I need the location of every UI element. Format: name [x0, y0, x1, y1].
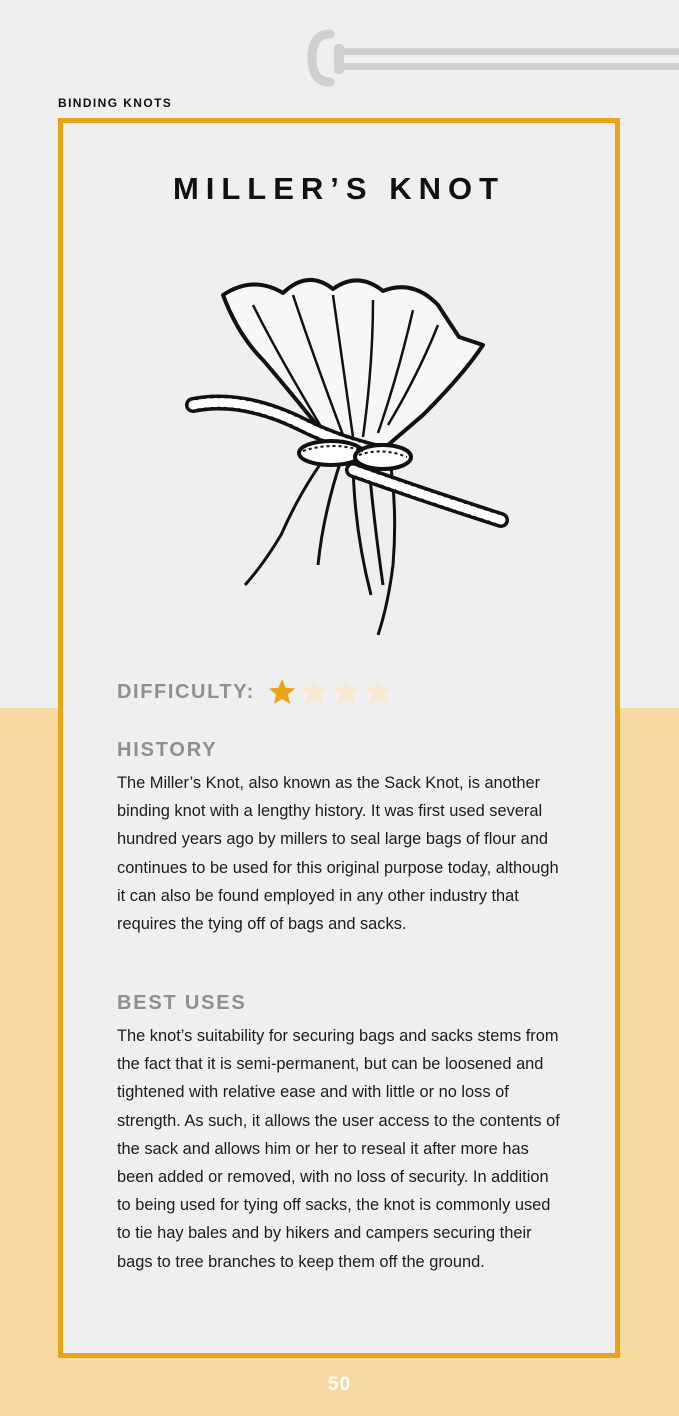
star-empty-icon [363, 677, 393, 707]
history-text: The Miller’s Knot, also known as the Sack Knot, is another binding knot with a lengthy history. It was first used several hundred years ago by millers to seal large bags of flour and continues to be used for this original purpose today, although it can also be found employed in any other industry that requires the tying off of bags and sacks. [117, 774, 559, 934]
best-uses-heading: BEST USES [117, 992, 247, 1014]
knot-card [58, 118, 620, 1358]
page-number: 50 [327, 1374, 352, 1395]
best-uses-text: The knot’s suitability for securing bags and sacks stems from the fact that it is semi-permanent, but can be loosened and tightened with relative ease and with little or no loss of strength. As such, it allows the user access to the contents of the sack and allows him or her to reseal it after more has been added or removed, with no loss of security. In addition to being used for tying off sacks, the knot is commonly used to tie hay bales and by hikers and campers securing their bags to tree branches to keep them off the ground. [117, 1027, 560, 1271]
rope-header-decoration [300, 28, 679, 88]
section-label: BINDING KNOTS [58, 96, 173, 110]
star-filled-icon [267, 677, 297, 707]
star-empty-icon [299, 677, 329, 707]
sack-tied-with-rope-illustration [183, 265, 513, 665]
difficulty-stars [267, 677, 395, 707]
difficulty-rating [117, 677, 395, 707]
difficulty-label: DIFFICULTY: [117, 680, 255, 703]
knot-title: MILLER’S KNOT [172, 171, 506, 206]
star-empty-icon [331, 677, 361, 707]
history-heading: HISTORY [117, 739, 218, 761]
